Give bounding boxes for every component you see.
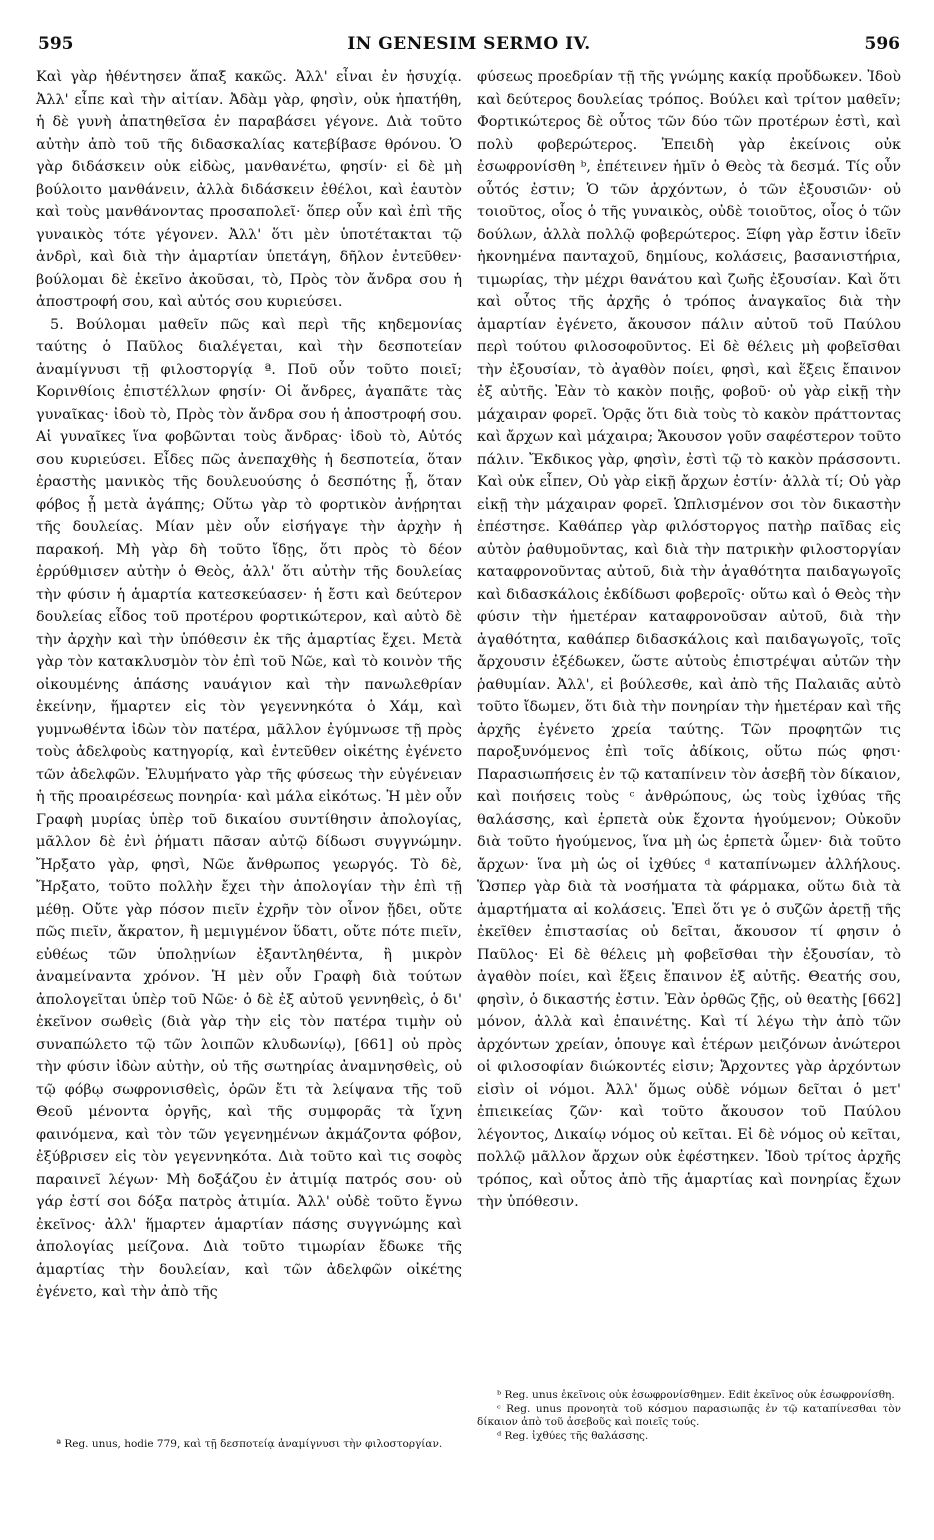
footnote: ᵈ Reg. ἰχθύες τῆς θαλάσσης.	[497, 1430, 649, 1442]
running-header	[38, 34, 900, 58]
page-number-left: 595	[38, 34, 74, 54]
right-column	[477, 66, 901, 1214]
paragraph: Καὶ γὰρ ἠθέντησεν ἅπαξ κακῶς. Ἀλλ' εἶναι ἐν ἡσυχίᾳ. Ἀλλ' εἶπε καὶ τὴν αἰτίαν. Ἀδὰμ γὰρ, φησὶν, οὐκ ἠπατήθη, ἡ δὲ γυνὴ ἀπατηθεῖσα ἐν παραβάσει γέγονε. Διὰ τοῦτο αὐτὴν ἀπὸ τοῦ τῆς διδασκαλίας κατεβίβασε θρόνου. Ὁ γὰρ διδάσκειν οὐκ εἰδὼς, μανθανέτω, φησίν· εἰ δὲ μὴ βούλοιτο μανθάνειν, ἀλλὰ διδάσκειν ἐθέλοι, καὶ ἑαυτὸν καὶ τοὺς μανθάνοντας προσαπολεῖ· ὅπερ οὖν καὶ ἐπὶ τῆς γυναικὸς τότε γέγονεν. Ἀλλ' ὅτι μὲν ὑποτέτακται τῷ ἀνδρὶ, καὶ διὰ τὴν ἁμαρτίαν ὑπετάγη, δῆλον ἐντεῦθεν· βούλομαι δὲ ἐκεῖνο ἀκοῦσαι, τὸ, Πρὸς τὸν ἄνδρα σου ἡ ἀποστροφή σου, καὶ αὐτός σου κυριεύσει.	[36, 69, 462, 310]
left-column	[36, 66, 462, 1304]
paragraph: 5. Βούλομαι μαθεῖν πῶς καὶ περὶ τῆς κηδεμονίας ταύτης ὁ Παῦλος διαλέγεται, καὶ τὴν δεσποτείαν ἀναμίγνυσι τῇ φιλοστοργίᾳ ª. Ποῦ οὖν τοῦτο ποιεῖ; Κορινθίοις ἐπιστέλλων φησίν· Οἱ ἄνδρες, ἀγαπᾶτε τὰς γυναῖκας· ἰδοὺ τὸ, Πρὸς τὸν ἄνδρα σου ἡ ἀποστροφή σου. Αἱ γυναῖκες ἵνα φοβῶνται τοὺς ἄνδρας· ἰδοὺ τὸ, Αὐτός σου κυριεύσει. Εἶδες πῶς ἀνεπαχθὴς ἡ δεσποτεία, ὅταν ἐραστὴς μανικὸς τῆς δουλευούσης ὁ δεσπότης ᾖ, ὅταν φόβος ᾖ μετὰ ἀγάπης; Οὕτω γὰρ τὸ φορτικὸν ἀνῄρηται τῆς δουλείας. Μίαν μὲν οὖν εἰσήγαγε τὴν ἀρχὴν ἡ παρακοή. Μὴ γὰρ δὴ τοῦτο ἴδῃς, ὅτι πρὸς τὸ δέον ἐρρύθμισεν αὐτὴν ὁ Θεὸς, ἀλλ' ὅτι αὐτὴν τῆς δουλείας τὴν φύσιν ἡ ἁμαρτία κατεσκεύασεν· ἡ ἔστι καὶ δεύτερον δουλείας εἶδος τοῦ προτέρου φορτικώτερον, καὶ αὐτὸ δὲ τὴν ἀρχὴν καὶ τὴν ὑπόθεσιν ἐκ τῆς ἁμαρτίας ἔχει. Μετὰ γὰρ τὸν κατακλυσμὸν τὸν ἐπὶ τοῦ Νῶε, καὶ τὸ κοινὸν τῆς οἰκουμένης ἁπάσης ναυάγιον καὶ τὴν πανωλεθρίαν ἐκείνην, ἥμαρτεν εἰς τὸν γεγεννηκότα ὁ Χάμ, καὶ γυμνωθέντα ἰδὼν τὸν πατέρα, μᾶλλον ἐγύμνωσε τῇ πρὸς τοὺς ἀδελφοὺς κατηγορίᾳ, καὶ ἐντεῦθεν οἰκέτης ἐγένετο τῶν ἀδελφῶν. Ἐλυμήνατο γὰρ τῆς φύσεως τὴν εὐγένειαν ἡ τῆς προαιρέσεως πονηρία· καὶ μάλα εἰκότως. Ἡ μὲν οὖν Γραφὴ μυρίας ὑπὲρ τοῦ δικαίου συντίθησιν ἀπολογίας, μᾶλλον δὲ ἐνὶ ῥήματι πᾶσαν αὐτῷ δίδωσι συγγνώμην. Ἤρξατο γὰρ, φησὶ, Νῶε ἄνθρωπος γεωργός. Τὸ δὲ, Ἤρξατο, τοῦτο πολλὴν ἔχει τὴν ἀπολογίαν τὴν ἐπὶ τῇ μέθῃ. Οὔτε γὰρ πόσον πιεῖν ἐχρῆν τὸν οἶνον ᾔδει, οὔτε πῶς πιεῖν, ἄκρατον, ἢ μεμιγμένον ὕδατι, οὔτε πότε πιεῖν, εὐθέως τῶν ὑπολῃνίων ἐξαντληθέντα, ἢ μικρὸν ἀναμείναντα χρόνον. Ἡ μὲν οὖν Γραφὴ διὰ τούτων ἀπολογεῖται ὑπὲρ τοῦ Νῶε· ὁ δὲ ἐξ αὐτοῦ γεννηθεὶς, ὁ δι' ἐκεῖνον σωθεὶς (διὰ γὰρ τὴν εἰς τὸν πατέρα τιμὴν οὐ συναπώλετο τῷ τῶν λοιπῶν κλυδωνίῳ), [661] οὐ πρὸς τὴν φύσιν ἰδὼν αὐτὴν, οὐ τῆς σωτηρίας ἀναμνησθεὶς, οὐ τῷ φόβῳ σωφρονισθεὶς, ὁρῶν ἔτι τὰ λείψανα τῆς τοῦ Θεοῦ μένοντα ὀργῆς, καὶ τῆς συμφορᾶς τὰ ἴχνη φαινόμενα, καὶ τὸν τῶν γεγενημένων ἀκμάζοντα φόβον, ἐξύβρισεν εἰς τὸν γεγεννηκότα. Διὰ τοῦτο καὶ τις σοφὸς παραινεῖ λέγων· Μὴ δοξάζου ἐν ἀτιμίᾳ πατρός σου· οὐ γάρ ἐστί σοι δόξα πατρὸς ἀτιμία. Ἀλλ' οὐδὲ τοῦτο ἔγνω ἐκεῖνος· ἀλλ' ἥμαρτεν ἁμαρτίαν πάσης συγγνώμης καὶ ἀπολογίας μείζονα. Διὰ τοῦτο τιμωρίαν ἔδωκε τῆς ἁμαρτίας τὴν δουλείαν, καὶ τῶν ἀδελφῶν οἰκέτης ἐγένετο, καὶ τὴν ἀπὸ τῆς	[36, 316, 462, 1300]
paragraph: φύσεως προεδρίαν τῇ τῆς γνώμης κακίᾳ προὔδωκεν. Ἰδοὺ καὶ δεύτερος δουλείας τρόπος. Βούλει καὶ τρίτον μαθεῖν; Φορτικώτερος δὲ οὗτος τῶν δύο τῶν προτέρων ἐστὶ, καὶ πολὺ φοβερώτερος. Ἐπειδὴ γὰρ ἐκείνοις οὐκ ἐσωφρονίσθη ᵇ, ἐπέτεινεν ἡμῖν ὁ Θεὸς τὰ δεσμά. Τίς οὖν οὗτός ἐστιν; Ὁ τῶν ἀρχόντων, ὁ τῶν ἐξουσιῶν· οὐ τοιοῦτος, οἷος ὁ τῆς γυναικὸς, οὐδὲ τοιοῦτος, οἷος ὁ τῶν δούλων, ἀλλὰ πολλῷ φοβερώτερος. Ξίφη γὰρ ἔστιν ἰδεῖν ἠκονημένα πανταχοῦ, δημίους, κολάσεις, βασανιστήρια, τιμωρίας, τὴν μέχρι θανάτου καὶ ζωῆς ἐξουσίαν. Καὶ ὅτι καὶ οὗτος τῆς ἀρχῆς ὁ τρόπος ἀναγκαῖος διὰ τὴν ἁμαρτίαν ἐγένετο, ἄκουσον πάλιν αὐτοῦ τοῦ Παύλου περὶ τούτου φιλοσοφοῦντος. Εἰ δὲ θέλεις μὴ φοβεῖσθαι τὴν ἐξουσίαν, τὸ ἀγαθὸν ποίει, φησὶ, καὶ ἕξεις ἔπαινον ἐξ αὐτῆς. Ἐὰν τὸ κακὸν ποιῇς, φοβοῦ· οὐ γὰρ εἰκῇ τὴν μάχαιραν φορεῖ. Ὁρᾷς ὅτι διὰ τοὺς τὸ κακὸν πράττοντας καὶ ἄρχων καὶ μάχαιρα; Ἄκουσον γοῦν σαφέστερον τοῦτο πάλιν. Ἔκδικος γὰρ, φησὶν, ἐστὶ τῷ τὸ κακὸν πράσσοντι. Καὶ οὐκ εἶπεν, Οὐ γὰρ εἰκῇ ἄρχων ἐστίν· ἀλλὰ τί; Οὐ γὰρ εἰκῇ τὴν μάχαιραν φορεῖ. Ὡπλισμένον σοι τὸν δικαστὴν ἐπέστησε. Καθάπερ γὰρ φιλόστοργος πατὴρ παῖδας εἰς αὐτὸν ῥαθυμοῦντας, καὶ διὰ τὴν πατρικὴν φιλοστοργίαν καταφρονοῦντας αὐτοῦ, διὰ τὴν ἀγαθότητα παιδαγωγοῖς καὶ διδασκάλοις ἐκδίδωσι φοβεροῖς· οὕτω καὶ ὁ Θεὸς τὴν φύσιν τὴν ἡμετέραν καταφρονοῦσαν αὐτοῦ, διὰ τὴν ἀγαθότητα, καθάπερ διδασκάλοις καὶ παιδαγωγοῖς, τοῖς ἄρχουσιν ἐξέδωκεν, ὥστε αὐτοὺς ἐπιστρέψαι αὐτῶν τὴν ῥαθυμίαν. Ἀλλ', εἰ βούλεσθε, καὶ ἀπὸ τῆς Παλαιᾶς αὐτὸ τοῦτο ἴδωμεν, ὅτι διὰ τὴν πονηρίαν τὴν ἡμετέραν καὶ τῆς ἀρχῆς ἐγένετο χρεία ταύτης. Τῶν προφητῶν τις παροξυνόμενος ἐπὶ τοῖς ἀδίκοις, οὕτω πώς φησι· Παρασιωπήσεις ἐν τῷ καταπίνειν τὸν ἀσεβῆ τὸν δίκαιον, καὶ ποιήσεις τοὺς ᶜ ἀνθρώπους, ὡς τοὺς ἰχθύας τῆς θαλάσσης, καὶ ἑρπετὰ οὐκ ἔχοντα ἡγούμενον; Οὐκοῦν διὰ τοῦτο ἡγούμενος, ἵνα μὴ ὡς ἑρπετὰ ὦμεν· διὰ τοῦτο ἄρχων· ἵνα μὴ ὡς οἱ ἰχθύες ᵈ καταπίνωμεν ἀλλήλους. Ὥσπερ γὰρ διὰ τὰ νοσήματα τὰ φάρμακα, οὕτω διὰ τὰ ἁμαρτήματα αἱ κολάσεις. Ἐπεὶ ὅτι γε ὁ συζῶν ἀρετῇ τῆς ἐκεῖθεν ἐπιστασίας οὐ δεῖται, ἄκουσον τί φησιν ὁ Παῦλος· Εἰ δὲ θέλεις μὴ φοβεῖσθαι τὴν ἐξουσίαν, τὸ ἀγαθὸν ποίει, καὶ ἕξεις ἔπαινον ἐξ αὐτῆς. Θεατής σου, φησὶν, ὁ δικαστής ἐστιν. Ἐὰν ὀρθῶς ζῇς, οὐ θεατὴς [662] μόνον, ἀλλὰ καὶ ἐπαινέτης. Καὶ τί λέγω τὴν ἀπὸ τῶν ἀρχόντων χρείαν, ὁπουγε καὶ ἑτέρων μειζόνων ἀνώτεροι οἱ φιλοσοφίαν διώκοντές εἰσιν; Ἄρχοντες γὰρ ἀρχόντων εἰσὶν οἱ νόμοι. Ἀλλ' ὅμως οὐδὲ νόμων δεῖται ὁ μετ' ἐπιεικείας ζῶν· καὶ τοῦτο ἄκουσον τοῦ Παύλου λέγοντος, Δικαίῳ νόμος οὐ κεῖται. Εἰ δὲ νόμος οὐ κεῖται, πολλῷ μᾶλλον ἄρχων οὐκ ἐφέστηκεν. Ἰδοὺ τρίτος ἀρχῆς τρόπος, καὶ οὗτος ἀπὸ τῆς ἁμαρτίας καὶ πονηρίας ἔχων τὴν ὑπόθεσιν.	[477, 69, 901, 1210]
page-number-right: 596	[864, 34, 900, 54]
footnote: ᵇ Reg. unus ἐκεῖνοις οὐκ ἐσωφρονίσθημεν. Edit ἐκεῖνος οὐκ ἐσωφρονίσθη.	[497, 1389, 895, 1401]
footnote: ª Reg. unus, hodie 779, καὶ τῇ δεσποτείᾳ ἀναμίγνυσι τὴν φιλοστοργίαν.	[56, 1438, 443, 1450]
footnotes-left	[36, 1438, 462, 1452]
footnote: ᶜ Reg. unus προνοητὰ τοῦ κόσμου παρασιωπᾷς ἐν τῷ καταπίνεσθαι τὸν δίκαιον ἀπὸ τοῦ ἀσεβοῦς καὶ ποιεῖς τούς.	[477, 1403, 901, 1428]
running-title: IN GENESIM SERMO IV.	[347, 34, 591, 54]
footnotes-right	[477, 1389, 901, 1444]
